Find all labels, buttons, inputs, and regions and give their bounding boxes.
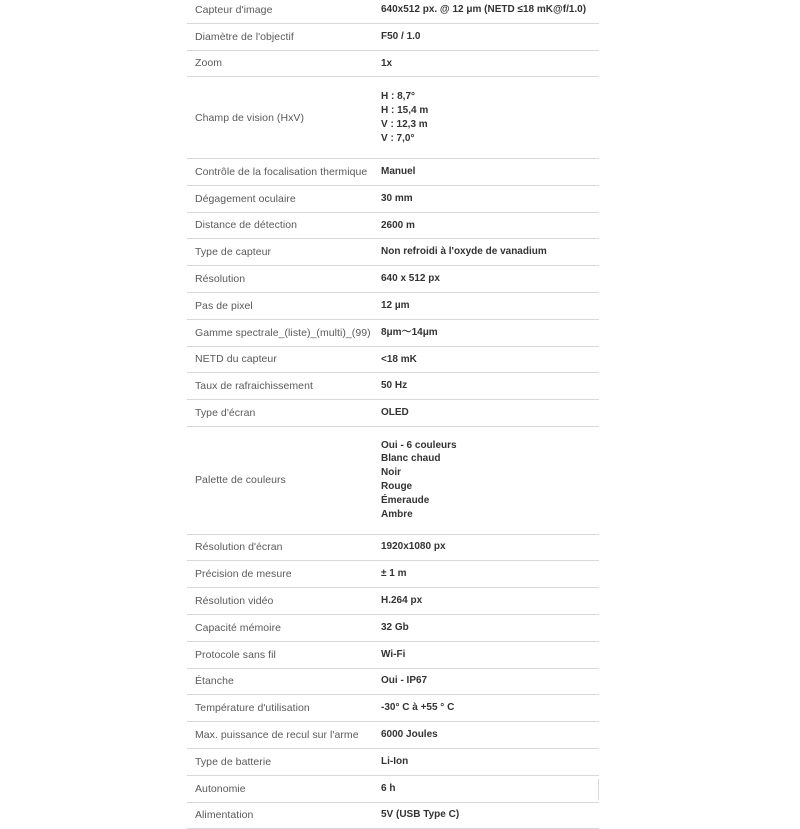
spec-value-line: Noir [381, 467, 401, 479]
spec-value [373, 776, 599, 802]
spec-value [373, 0, 599, 23]
spec-label: Protocole sans fil [195, 648, 276, 661]
spec-value [373, 51, 599, 77]
spec-label: Dégagement oculaire [195, 192, 296, 205]
spec-row [187, 695, 599, 722]
spec-row [187, 749, 599, 776]
spec-value [373, 588, 599, 614]
spec-label: Gamme spectrale_(liste)_(multi)_(99) [195, 326, 371, 339]
spec-row [187, 669, 599, 696]
spec-row [187, 51, 599, 78]
spec-label: Température d'utilisation [195, 702, 310, 715]
spec-value [373, 561, 599, 587]
spec-value [373, 722, 599, 748]
table-divider [598, 779, 599, 800]
spec-value-line: 30 mm [381, 192, 413, 204]
spec-row [187, 159, 599, 186]
spec-label: Distance de détection [195, 219, 298, 232]
spec-value [373, 186, 599, 212]
spec-value-line: 640 x 512 px [381, 273, 440, 285]
spec-row [187, 347, 599, 374]
spec-value [373, 615, 599, 641]
spec-value [373, 320, 599, 346]
spec-label: Type d'écran [195, 407, 256, 420]
spec-label: Étanche [195, 675, 234, 688]
spec-value [373, 749, 599, 775]
spec-row [187, 0, 599, 24]
spec-value-line: Wi-Fi [381, 648, 406, 660]
spec-label: Résolution vidéo [195, 595, 274, 608]
spec-value-line: 6 h [381, 782, 396, 794]
spec-row [187, 776, 599, 803]
spec-value [373, 239, 599, 265]
spec-label: Capteur d'image [195, 3, 273, 16]
spec-value-line: ± 1 m [381, 568, 407, 580]
spec-label: Max. puissance de recul sur l'arme [195, 729, 359, 742]
spec-row [187, 615, 599, 642]
spec-value-line: Non refroidi à l'oxyde de vanadium [381, 246, 547, 258]
spec-value-line: Ambre [381, 509, 413, 521]
spec-value [373, 347, 599, 373]
spec-row [187, 642, 599, 669]
spec-value [373, 293, 599, 319]
spec-value-line: 5V (USB Type C) [381, 809, 460, 821]
spec-value [373, 695, 599, 721]
spec-value-line: Manuel [381, 165, 416, 177]
spec-label: Type de capteur [195, 246, 272, 259]
spec-value-line: Émeraude [381, 495, 430, 507]
spec-label: Taux de rafraichissement [195, 380, 313, 393]
spec-label: Précision de mesure [195, 568, 292, 581]
spec-row [187, 373, 599, 400]
spec-value-line: H : 8,7° [381, 90, 416, 102]
spec-label: Résolution d'écran [195, 541, 283, 554]
spec-value [373, 24, 599, 50]
spec-row [187, 293, 599, 320]
spec-table [187, 0, 599, 829]
spec-row [187, 239, 599, 266]
spec-value-line: 12 µm [381, 299, 410, 311]
spec-row [187, 24, 599, 51]
spec-value [373, 642, 599, 668]
spec-value-line: Blanc chaud [381, 453, 441, 465]
spec-label: Pas de pixel [195, 299, 253, 312]
spec-value-line: 2600 m [381, 219, 415, 231]
spec-value-line: -30° C à +55 ° C [381, 702, 455, 714]
spec-value [373, 159, 599, 185]
spec-value-line: F50 / 1.0 [381, 30, 421, 42]
spec-label: Alimentation [195, 809, 254, 822]
spec-value-line: 1920x1080 px [381, 541, 446, 553]
spec-row [187, 588, 599, 615]
spec-value-line: 8μm～14μm [381, 326, 438, 338]
spec-value [373, 427, 599, 534]
spec-row [187, 320, 599, 347]
spec-value [373, 373, 599, 399]
spec-label: Autonomie [195, 782, 246, 795]
spec-label: NETD du capteur [195, 353, 277, 366]
spec-value-line: 1x [381, 57, 393, 69]
spec-value-line: V : 12,3 m [381, 118, 428, 130]
spec-value [373, 266, 599, 292]
spec-row [187, 186, 599, 213]
spec-value-line: H : 15,4 m [381, 104, 429, 116]
spec-value-line: V : 7,0° [381, 132, 415, 144]
spec-value-line: 50 Hz [381, 380, 408, 392]
spec-value-line: <18 mK [381, 353, 417, 365]
spec-row [187, 561, 599, 588]
spec-value-line: Oui - IP67 [381, 675, 428, 687]
spec-row [187, 803, 599, 829]
spec-row [187, 722, 599, 749]
spec-value-line: 640x512 px. @ 12 μm (NETD ≤18 mK@f/1.0) [381, 3, 587, 15]
spec-value-line: Li-Ion [381, 755, 409, 767]
spec-label: Résolution [195, 273, 246, 286]
spec-value [373, 535, 599, 561]
spec-label: Contrôle de la focalisation thermique [195, 165, 368, 178]
spec-row [187, 213, 599, 240]
spec-row [187, 427, 599, 535]
spec-value [373, 213, 599, 239]
spec-value [373, 77, 599, 158]
spec-label: Diamètre de l'objectif [195, 30, 294, 43]
spec-value-line: H.264 px [381, 595, 423, 607]
spec-value-line: 32 Gb [381, 621, 409, 633]
spec-label: Palette de couleurs [195, 474, 286, 487]
spec-label: Type de batterie [195, 755, 272, 768]
spec-row [187, 400, 599, 427]
spec-row [187, 266, 599, 293]
spec-value [373, 669, 599, 695]
spec-value-line: 6000 Joules [381, 729, 438, 741]
spec-value-line: Oui - 6 couleurs [381, 439, 457, 451]
spec-value-line: Rouge [381, 481, 413, 493]
spec-label: Zoom [195, 57, 223, 70]
spec-value [373, 400, 599, 426]
spec-value-line: OLED [381, 407, 409, 419]
spec-label: Champ de vision (HxV) [195, 111, 305, 124]
spec-row [187, 535, 599, 562]
spec-row [187, 77, 599, 159]
spec-value [373, 803, 599, 829]
spec-label: Capacité mémoire [195, 621, 281, 634]
